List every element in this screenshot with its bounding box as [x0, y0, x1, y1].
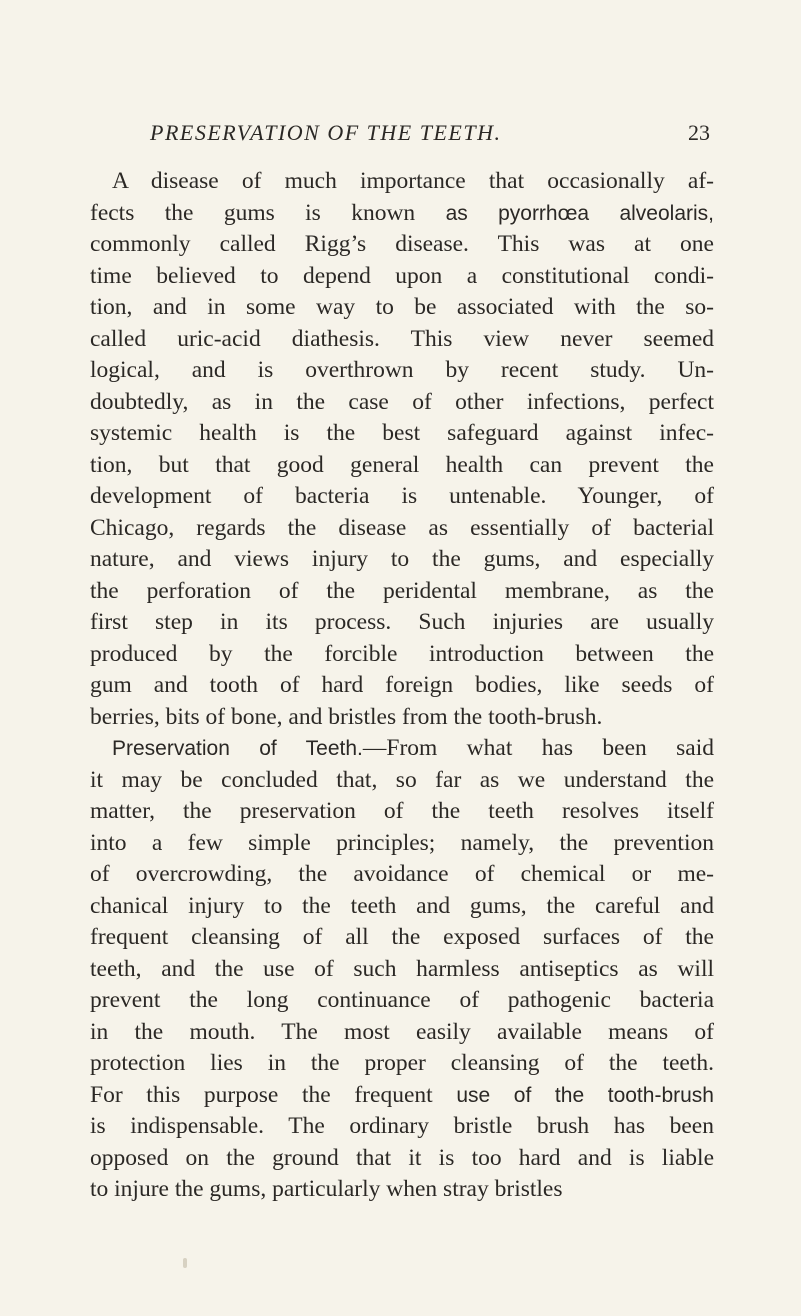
- stray-ink-mark: [183, 1258, 187, 1268]
- text-line: [90, 513, 714, 545]
- text-run: protection lies in the proper cleansing of the teeth.: [90, 1050, 714, 1076]
- text-line: [90, 387, 714, 419]
- text-run: called uric-acid diathesis. This view never seemed: [90, 325, 714, 352]
- text-run: opposed on the ground that it is too hard and is liable: [90, 1144, 714, 1171]
- text-run: in the mouth. The most easily available means of: [90, 1018, 714, 1045]
- text-run: fects the gums is known: [90, 199, 446, 226]
- text-run: of overcrowding, the avoidance of chemical or me-: [90, 861, 714, 887]
- text-run: time believed to depend upon a constitutional condi-: [90, 262, 714, 289]
- emphasized-text: use of the tooth-brush: [456, 1083, 714, 1107]
- page-number: 23: [688, 120, 710, 145]
- text-run: the perforation of the peridental membrane, as the: [90, 577, 714, 604]
- emphasized-text: Preservation of Teeth.: [112, 737, 363, 760]
- text-line: [90, 1048, 714, 1080]
- text-run: A disease of much importance that occasionally af-: [112, 168, 714, 194]
- text-line: [90, 355, 714, 387]
- text-run: For this purpose the frequent: [90, 1081, 457, 1108]
- text-line: [90, 576, 714, 608]
- text-run: teeth, and the use of such harmless antiseptics as will: [90, 955, 714, 982]
- body-text: [90, 166, 714, 1206]
- text-run: first step in its process. Such injuries are usually: [90, 609, 714, 635]
- text-line: [90, 859, 714, 891]
- text-line: [90, 891, 714, 923]
- text-line: [90, 922, 714, 954]
- running-head: [150, 120, 710, 150]
- text-run: development of bacteria is untenable. Younger, of: [90, 483, 714, 509]
- text-line: [90, 1017, 714, 1049]
- text-run: is indispensable. The ordinary bristle brush has been: [90, 1113, 714, 1139]
- text-run: produced by the forcible introduction between the: [90, 640, 714, 667]
- running-title: PRESERVATION OF THE TEETH.: [150, 120, 502, 145]
- text-line: [90, 418, 714, 450]
- text-line: [90, 702, 714, 734]
- text-run: Chicago, regards the disease as essentially of bacterial: [90, 514, 714, 541]
- text-line: [90, 1080, 714, 1112]
- text-run: —From what has been said: [362, 735, 714, 761]
- text-line: [90, 670, 714, 702]
- text-run: commonly called Rigg’s disease. This was at one: [90, 231, 714, 257]
- text-line: [90, 1111, 714, 1143]
- text-run: tion, and in some way to be associated with the so-: [90, 294, 714, 320]
- text-run: chanical injury to the teeth and gums, the careful and: [90, 892, 714, 919]
- text-run: it may be concluded that, so far as we understand the: [90, 766, 714, 793]
- text-run: doubtedly, as in the case of other infections, perfect: [90, 388, 714, 415]
- text-line: [90, 324, 714, 356]
- text-line: [90, 261, 714, 293]
- text-line: [90, 1143, 714, 1175]
- text-line: [90, 639, 714, 671]
- text-line: [90, 450, 714, 482]
- emphasized-text: as pyorrhœa alveolaris,: [445, 201, 714, 225]
- text-run: into a few simple principles; namely, the prevention: [90, 829, 714, 856]
- text-line: [90, 607, 714, 639]
- text-run: berries, bits of bone, and bristles from the tooth-brush.: [90, 703, 603, 730]
- text-run: matter, the preservation of the teeth resolves itself: [90, 798, 714, 824]
- text-line: [90, 198, 714, 230]
- text-line: [90, 796, 714, 828]
- text-line: [90, 481, 714, 513]
- paragraph: [90, 166, 714, 733]
- text-line: [90, 166, 714, 198]
- text-run: gum and tooth of hard foreign bodies, like seeds of: [90, 672, 714, 698]
- text-run: nature, and views injury to the gums, and especially: [90, 546, 714, 572]
- text-run: frequent cleansing of all the exposed surfaces of the: [90, 924, 714, 950]
- text-run: systemic health is the best safeguard against infec-: [90, 420, 714, 446]
- text-line: [90, 292, 714, 324]
- text-line: [90, 544, 714, 576]
- text-run: prevent the long continuance of pathogenic bacteria: [90, 987, 714, 1013]
- text-run: to injure the gums, particularly when stray bristles: [90, 1176, 563, 1202]
- text-run: tion, but that good general health can prevent the: [90, 451, 714, 478]
- text-run: logical, and is overthrown by recent study. Un-: [90, 357, 714, 383]
- text-line: [90, 954, 714, 986]
- text-line: [90, 229, 714, 261]
- text-line: [90, 733, 714, 765]
- text-line: [90, 985, 714, 1017]
- text-line: [90, 828, 714, 860]
- text-line: [90, 765, 714, 797]
- paragraph: [90, 733, 714, 1206]
- text-line: [90, 1174, 714, 1206]
